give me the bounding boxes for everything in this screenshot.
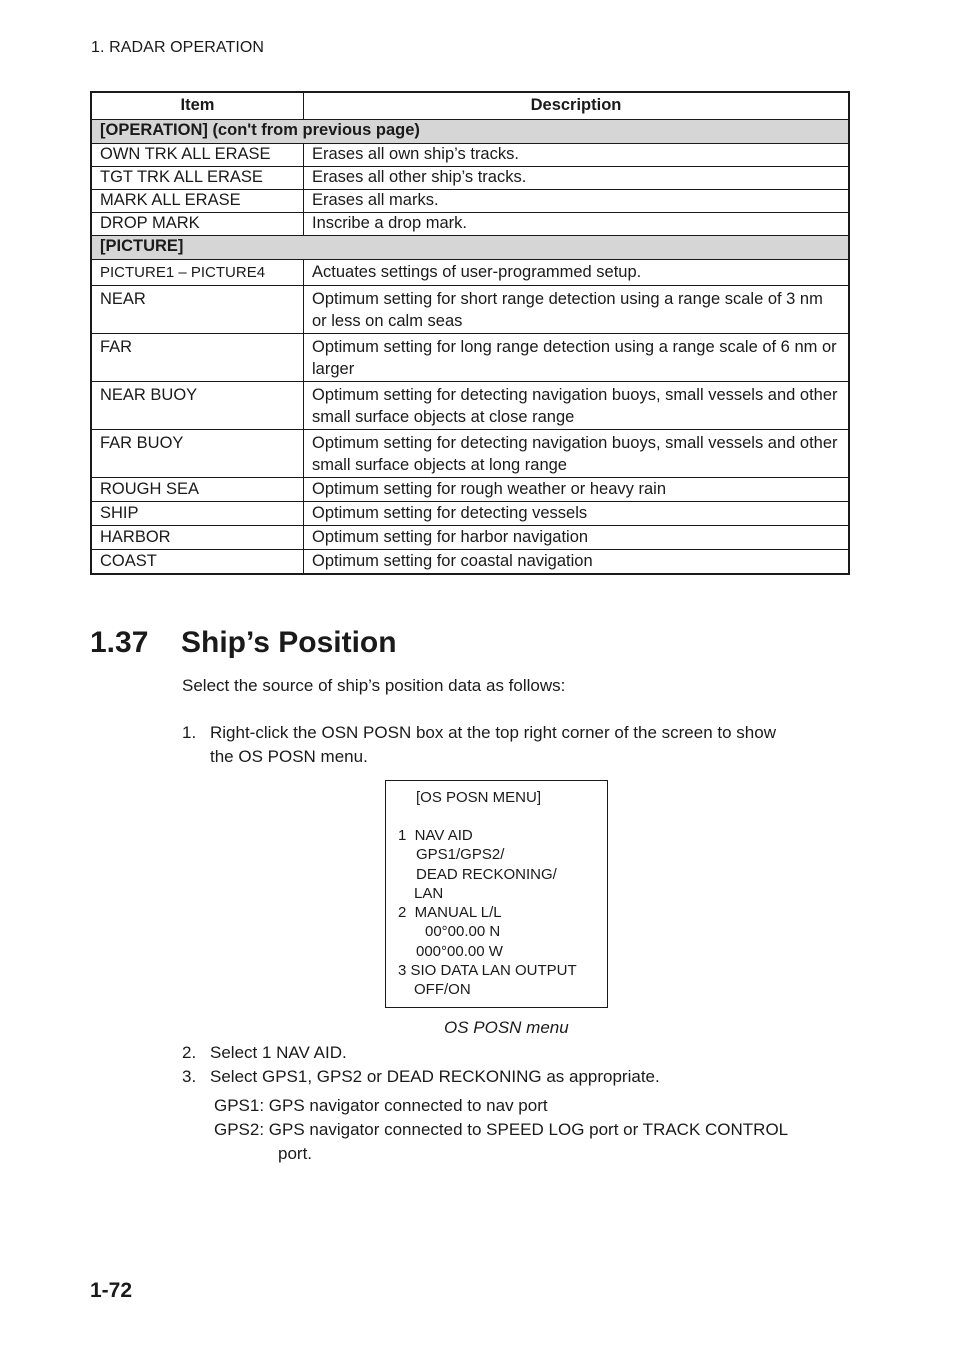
settings-table bbox=[90, 91, 850, 575]
step-number: 2. bbox=[182, 1043, 197, 1062]
item-cell: TGT TRK ALL ERASE bbox=[91, 167, 304, 190]
item-cell: MARK ALL ERASE bbox=[91, 190, 304, 213]
step-number: 3. bbox=[182, 1067, 197, 1086]
description-cell: Erases all other ship’s tracks. bbox=[304, 167, 850, 190]
table-row bbox=[91, 502, 849, 526]
menu-line: GPS1/GPS2/ bbox=[416, 846, 505, 863]
section-heading bbox=[90, 626, 397, 660]
description-cell: Optimum setting for long range detection using a range scale of 6 nm or larger bbox=[304, 334, 850, 382]
menu-title: [OS POSN MENU] bbox=[416, 789, 542, 806]
description-cell: Optimum setting for short range detection using a range scale of 3 nm or less on calm seas bbox=[304, 286, 850, 334]
step-2 bbox=[182, 1041, 347, 1065]
table-row bbox=[91, 260, 849, 286]
menu-line: 000°00.00 W bbox=[416, 943, 503, 960]
menu-line: LAN bbox=[414, 885, 444, 902]
menu-line: 3 SIO DATA LAN OUTPUT bbox=[398, 962, 577, 979]
section-title: Ship’s Position bbox=[181, 626, 397, 659]
table-section-row bbox=[91, 236, 849, 260]
table-row bbox=[91, 144, 849, 167]
step-text: Select 1 NAV AID. bbox=[210, 1043, 347, 1062]
item-cell: FAR bbox=[91, 334, 304, 382]
note-gps1: GPS1: GPS navigator connected to nav port bbox=[214, 1096, 548, 1115]
table-row bbox=[91, 334, 849, 382]
figure-caption: OS POSN menu bbox=[444, 1018, 569, 1037]
step-text: Right-click the OSN POSN box at the top right corner of the screen to show bbox=[210, 723, 776, 742]
step-number: 1. bbox=[182, 723, 197, 742]
os-posn-menu-box bbox=[385, 780, 608, 1008]
table-row bbox=[91, 526, 849, 550]
table-row bbox=[91, 190, 849, 213]
table-section-row bbox=[91, 120, 849, 144]
item-cell: PICTURE1 – PICTURE4 bbox=[91, 260, 304, 286]
note-gps2-continued: port. bbox=[278, 1144, 313, 1163]
table-row bbox=[91, 286, 849, 334]
description-cell: Inscribe a drop mark. bbox=[304, 213, 850, 236]
note-gps2: GPS2: GPS navigator connected to SPEED LOG port or TRACK CONTROL bbox=[214, 1120, 789, 1139]
item-cell: SHIP bbox=[91, 502, 304, 526]
description-cell: Optimum setting for detecting navigation buoys, small vessels and other small surface objects at close range bbox=[304, 382, 850, 430]
description-cell: Optimum setting for rough weather or heavy rain bbox=[304, 478, 850, 502]
menu-line: 00°00.00 N bbox=[425, 923, 501, 940]
description-cell: Optimum setting for detecting vessels bbox=[304, 502, 850, 526]
table-row bbox=[91, 167, 849, 190]
item-cell: DROP MARK bbox=[91, 213, 304, 236]
item-cell: OWN TRK ALL ERASE bbox=[91, 144, 304, 167]
menu-line: 2 MANUAL L/L bbox=[398, 904, 502, 921]
gps-notes bbox=[214, 1094, 788, 1166]
step-1 bbox=[182, 721, 776, 769]
table-row bbox=[91, 550, 849, 575]
item-cell: FAR BUOY bbox=[91, 430, 304, 478]
table-row bbox=[91, 430, 849, 478]
description-cell: Erases all own ship’s tracks. bbox=[304, 144, 850, 167]
item-cell: NEAR BUOY bbox=[91, 382, 304, 430]
intro-paragraph: Select the source of ship’s position data as follows: bbox=[182, 676, 566, 695]
item-cell: ROUGH SEA bbox=[91, 478, 304, 502]
page-number: 1-72 bbox=[90, 1279, 133, 1302]
table-row bbox=[91, 478, 849, 502]
column-header-item: Item bbox=[91, 92, 304, 120]
table-row bbox=[91, 382, 849, 430]
description-cell: Optimum setting for harbor navigation bbox=[304, 526, 850, 550]
description-cell: Optimum setting for detecting navigation buoys, small vessels and other small surface objects at long range bbox=[304, 430, 850, 478]
section-label-picture: [PICTURE] bbox=[91, 236, 849, 260]
description-cell: Erases all marks. bbox=[304, 190, 850, 213]
step-3 bbox=[182, 1065, 660, 1089]
running-header: 1. RADAR OPERATION bbox=[91, 39, 265, 56]
step-text-continued: the OS POSN menu. bbox=[210, 747, 368, 766]
menu-line: DEAD RECKONING/ bbox=[416, 866, 557, 883]
table-header-row bbox=[91, 92, 849, 120]
item-cell: COAST bbox=[91, 550, 304, 575]
description-cell: Actuates settings of user-programmed setup. bbox=[304, 260, 850, 286]
column-header-description: Description bbox=[304, 92, 850, 120]
menu-line: OFF/ON bbox=[414, 981, 471, 998]
table-row bbox=[91, 213, 849, 236]
item-cell: NEAR bbox=[91, 286, 304, 334]
section-number: 1.37 bbox=[90, 626, 149, 659]
menu-line: 1 NAV AID bbox=[398, 827, 473, 844]
section-label-operation: [OPERATION] (con't from previous page) bbox=[91, 120, 849, 144]
item-cell: HARBOR bbox=[91, 526, 304, 550]
description-cell: Optimum setting for coastal navigation bbox=[304, 550, 850, 575]
step-text: Select GPS1, GPS2 or DEAD RECKONING as appropriate. bbox=[210, 1067, 660, 1086]
